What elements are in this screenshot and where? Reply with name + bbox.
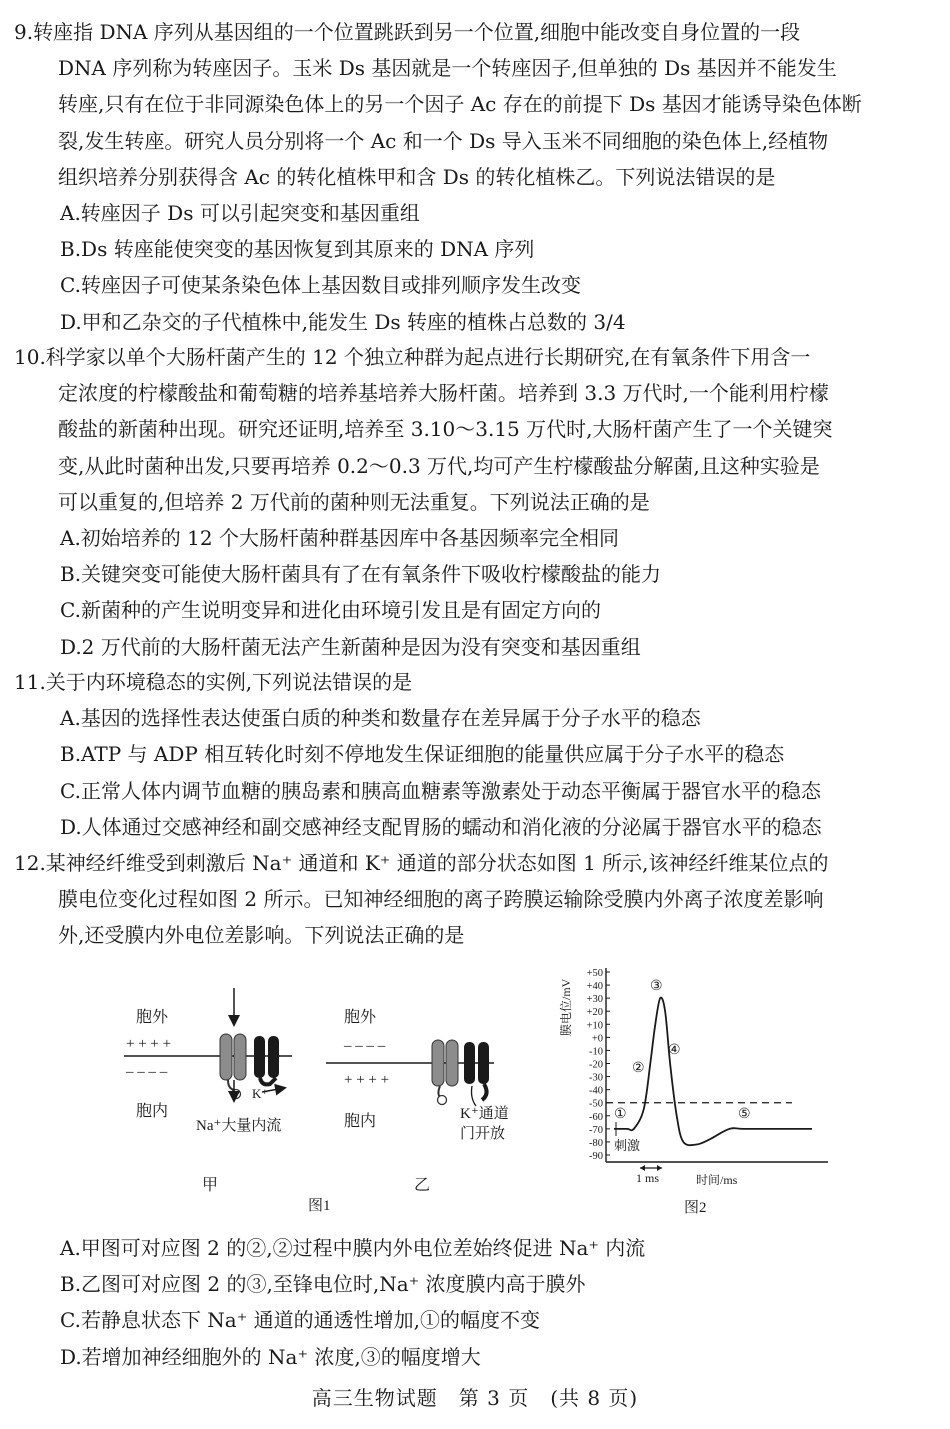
figure1-panel-yi (326, 1008, 509, 1194)
jia-inner-charges: – – – – (126, 1064, 168, 1080)
figure2-y-tick-label: +10 (586, 1020, 603, 1032)
yi-outer-charges: – – – – (344, 1038, 386, 1054)
figure2-y-tick-label: -20 (589, 1059, 603, 1071)
figure2-y-tick-label: +50 (586, 968, 603, 979)
figure2-y-tick-label: -60 (589, 1111, 603, 1123)
yi-k-label-2: 门开放 (460, 1126, 506, 1142)
jia-panel-label: 甲 (202, 1177, 219, 1194)
jia-na-label: Na⁺大量内流 (196, 1118, 282, 1134)
figure1-panel-jia (124, 988, 292, 1194)
figure2-ylabel: 膜电位/mV (559, 978, 573, 1036)
question-12-stem-line: 膜电位变化过程如图 2 所示。已知神经细胞的离子跨膜运输除受膜内外离子浓度差影响 (58, 887, 824, 912)
question-10-stem-line: 变,从此时菌种出发,只要再培养 0.2～0.3 万代,均可产生柠檬酸盐分解菌,且这种实验是 (58, 453, 820, 478)
figure2-y-tick-label: -80 (589, 1137, 603, 1149)
question-9-option-c: C.转座因子可使某条染色体上基因数目或排列顺序发生改变 (60, 273, 581, 298)
question-11-option-d: D.人体通过交感神经和副交感神经支配胃肠的蠕动和消化液的分泌属于器官水平的稳态 (60, 814, 822, 839)
figures (0, 958, 950, 1218)
yi-k-label-1: K⁺通道 (460, 1106, 509, 1122)
figure2-marker-1: ① (614, 1107, 627, 1122)
question-10-option-c: C.新菌种的产生说明变异和进化由环境引发且是有固定方向的 (60, 598, 601, 623)
jia-outside-label: 胞外 (136, 1009, 169, 1026)
question-10-stem-line: 定浓度的柠檬酸盐和葡萄糖的培养基培养大肠杆菌。培养到 3.3 万代时,一个能利用柠檬 (58, 381, 829, 406)
question-10-option-b: B.关键突变可能使大肠杆菌具有了在有氧条件下吸收柠檬酸盐的能力 (60, 562, 662, 587)
figure2-chart (558, 968, 828, 1187)
figure2-y-tick-label: +40 (586, 981, 603, 993)
figure2-y-tick-label: -50 (589, 1098, 603, 1110)
yi-na-channel (432, 1040, 458, 1105)
figure2-marker-4: ④ (668, 1043, 681, 1058)
question-11-option-b: B.ATP 与 ADP 相互转化时刻不停地发生保证细胞的能量供应属于分子水平的稳态 (60, 742, 785, 767)
figure2-scale-label: 1 ms (636, 1171, 660, 1185)
question-10-stem-line: 酸盐的新菌种出现。研究还证明,培养至 3.10～3.15 万代时,大肠杆菌产生了一个关键突 (58, 417, 833, 442)
figure-svg (0, 958, 950, 1218)
figure2-marker-3: ③ (650, 979, 663, 994)
yi-k-pointer (472, 1086, 477, 1106)
yi-outside-label: 胞外 (344, 1009, 377, 1026)
question-9-stem-line: 转座,只有在位于非同源染色体上的另一个因子 Ac 存在的前提下 Ds 基因才能诱导染色体断 (58, 92, 862, 117)
figure2-caption: 图2 (684, 1200, 707, 1216)
question-9-stem-line: 裂,发生转座。研究人员分别将一个 Ac 和一个 Ds 导入玉米不同细胞的染色体上,经植物 (58, 128, 829, 153)
question-12-option-b: B.乙图可对应图 2 的③,至锋电位时,Na⁺ 浓度膜内高于膜外 (60, 1272, 586, 1297)
jia-k-channel (254, 1036, 279, 1084)
figure2-y-tick-label: +0 (591, 1033, 603, 1045)
jia-outer-charges: + + + + (126, 1036, 172, 1052)
question-12-option-c: C.若静息状态下 Na⁺ 通道的通透性增加,①的幅度不变 (60, 1308, 540, 1333)
question-11-stem-line: 11.关于内环境稳态的实例,下列说法错误的是 (14, 670, 413, 694)
question-9 (14, 14, 930, 340)
question-10-stem-line: 可以重复的,但培养 2 万代前的菌种则无法重复。下列说法正确的是 (58, 489, 650, 514)
figure2-y-tick-label: +30 (586, 994, 603, 1006)
question-12-options (14, 1230, 930, 1375)
page-footer: 高三生物试题 第 3 页 (共 8 页) (311, 1386, 639, 1410)
question-10-option-a: A.初始培养的 12 个大肠杆菌种群基因库中各基因频率完全相同 (60, 525, 619, 550)
figure2-y-tick-label: -90 (589, 1151, 603, 1162)
jia-inside-label: 胞内 (136, 1103, 169, 1120)
question-9-stem-line: 组织培养分别获得含 Ac 的转化植株甲和含 Ds 的转化植株乙。下列说法错误的是 (58, 164, 776, 189)
question-9-option-d: D.甲和乙杂交的子代植株中,能发生 Ds 转座的植株占总数的 3/4 (60, 309, 626, 334)
question-10-option-d: D.2 万代前的大肠杆菌无法产生新菌种是因为没有突变和基因重组 (60, 634, 641, 659)
yi-panel-label: 乙 (414, 1177, 431, 1194)
question-10 (14, 339, 930, 665)
question-9-stem-line: 9.转座指 DNA 序列从基因组的一个位置跳跃到另一个位置,细胞中能改变自身位置的一段 (14, 20, 801, 44)
jia-k-label: K⁺ (252, 1086, 269, 1101)
question-11-option-c: C.正常人体内调节血糖的胰岛素和胰高血糖素等激素处于动态平衡属于器官水平的稳态 (60, 778, 821, 803)
figure2-stimulus-label: 刺激 (614, 1138, 641, 1153)
question-12 (14, 845, 930, 954)
question-9-stem-line: DNA 序列称为转座因子。玉米 Ds 基因就是一个转座因子,但单独的 Ds 基因并不能发生 (58, 56, 837, 81)
yi-inner-charges: + + + + (344, 1072, 390, 1088)
figure2-y-tick-label: +20 (586, 1007, 603, 1019)
jia-na-channel (220, 1034, 246, 1099)
figure2-marker-5: ⑤ (738, 1107, 751, 1122)
figure2-y-tick-label: -10 (589, 1046, 603, 1058)
question-10-stem-line: 10.科学家以单个大肠杆菌产生的 12 个独立种群为起点进行长期研究,在有氧条件下用含一 (14, 345, 811, 369)
question-11 (14, 664, 930, 845)
figure2-xlabel: 时间/ms (696, 1173, 738, 1187)
figure1-caption: 图1 (308, 1198, 331, 1214)
figure2-y-tick-label: -40 (589, 1085, 603, 1097)
question-12-option-d: D.若增加神经细胞外的 Na⁺ 浓度,③的幅度增大 (60, 1344, 481, 1369)
question-12-option-a: A.甲图可对应图 2 的②,②过程中膜内外电位差始终促进 Na⁺ 内流 (60, 1236, 646, 1260)
question-11-option-a: A.基因的选择性表达使蛋白质的种类和数量存在差异属于分子水平的稳态 (60, 706, 701, 731)
figure2-y-tick-label: -70 (589, 1124, 603, 1136)
figure2-marker-2: ② (632, 1061, 645, 1076)
yi-inside-label: 胞内 (344, 1113, 377, 1130)
figure2-y-tick-label: -30 (589, 1072, 603, 1084)
question-12-stem-line: 外,还受膜内外电位差影响。下列说法正确的是 (58, 923, 465, 948)
question-9-option-a: A.转座因子 Ds 可以引起突变和基因重组 (60, 200, 420, 225)
question-12-stem-line: 12.某神经纤维受到刺激后 Na⁺ 通道和 K⁺ 通道的部分状态如图 1 所示,该神经纤维某位点的 (14, 851, 829, 875)
question-9-option-b: B.Ds 转座能使突变的基因恢复到其原来的 DNA 序列 (60, 237, 535, 262)
yi-k-channel (464, 1042, 489, 1100)
